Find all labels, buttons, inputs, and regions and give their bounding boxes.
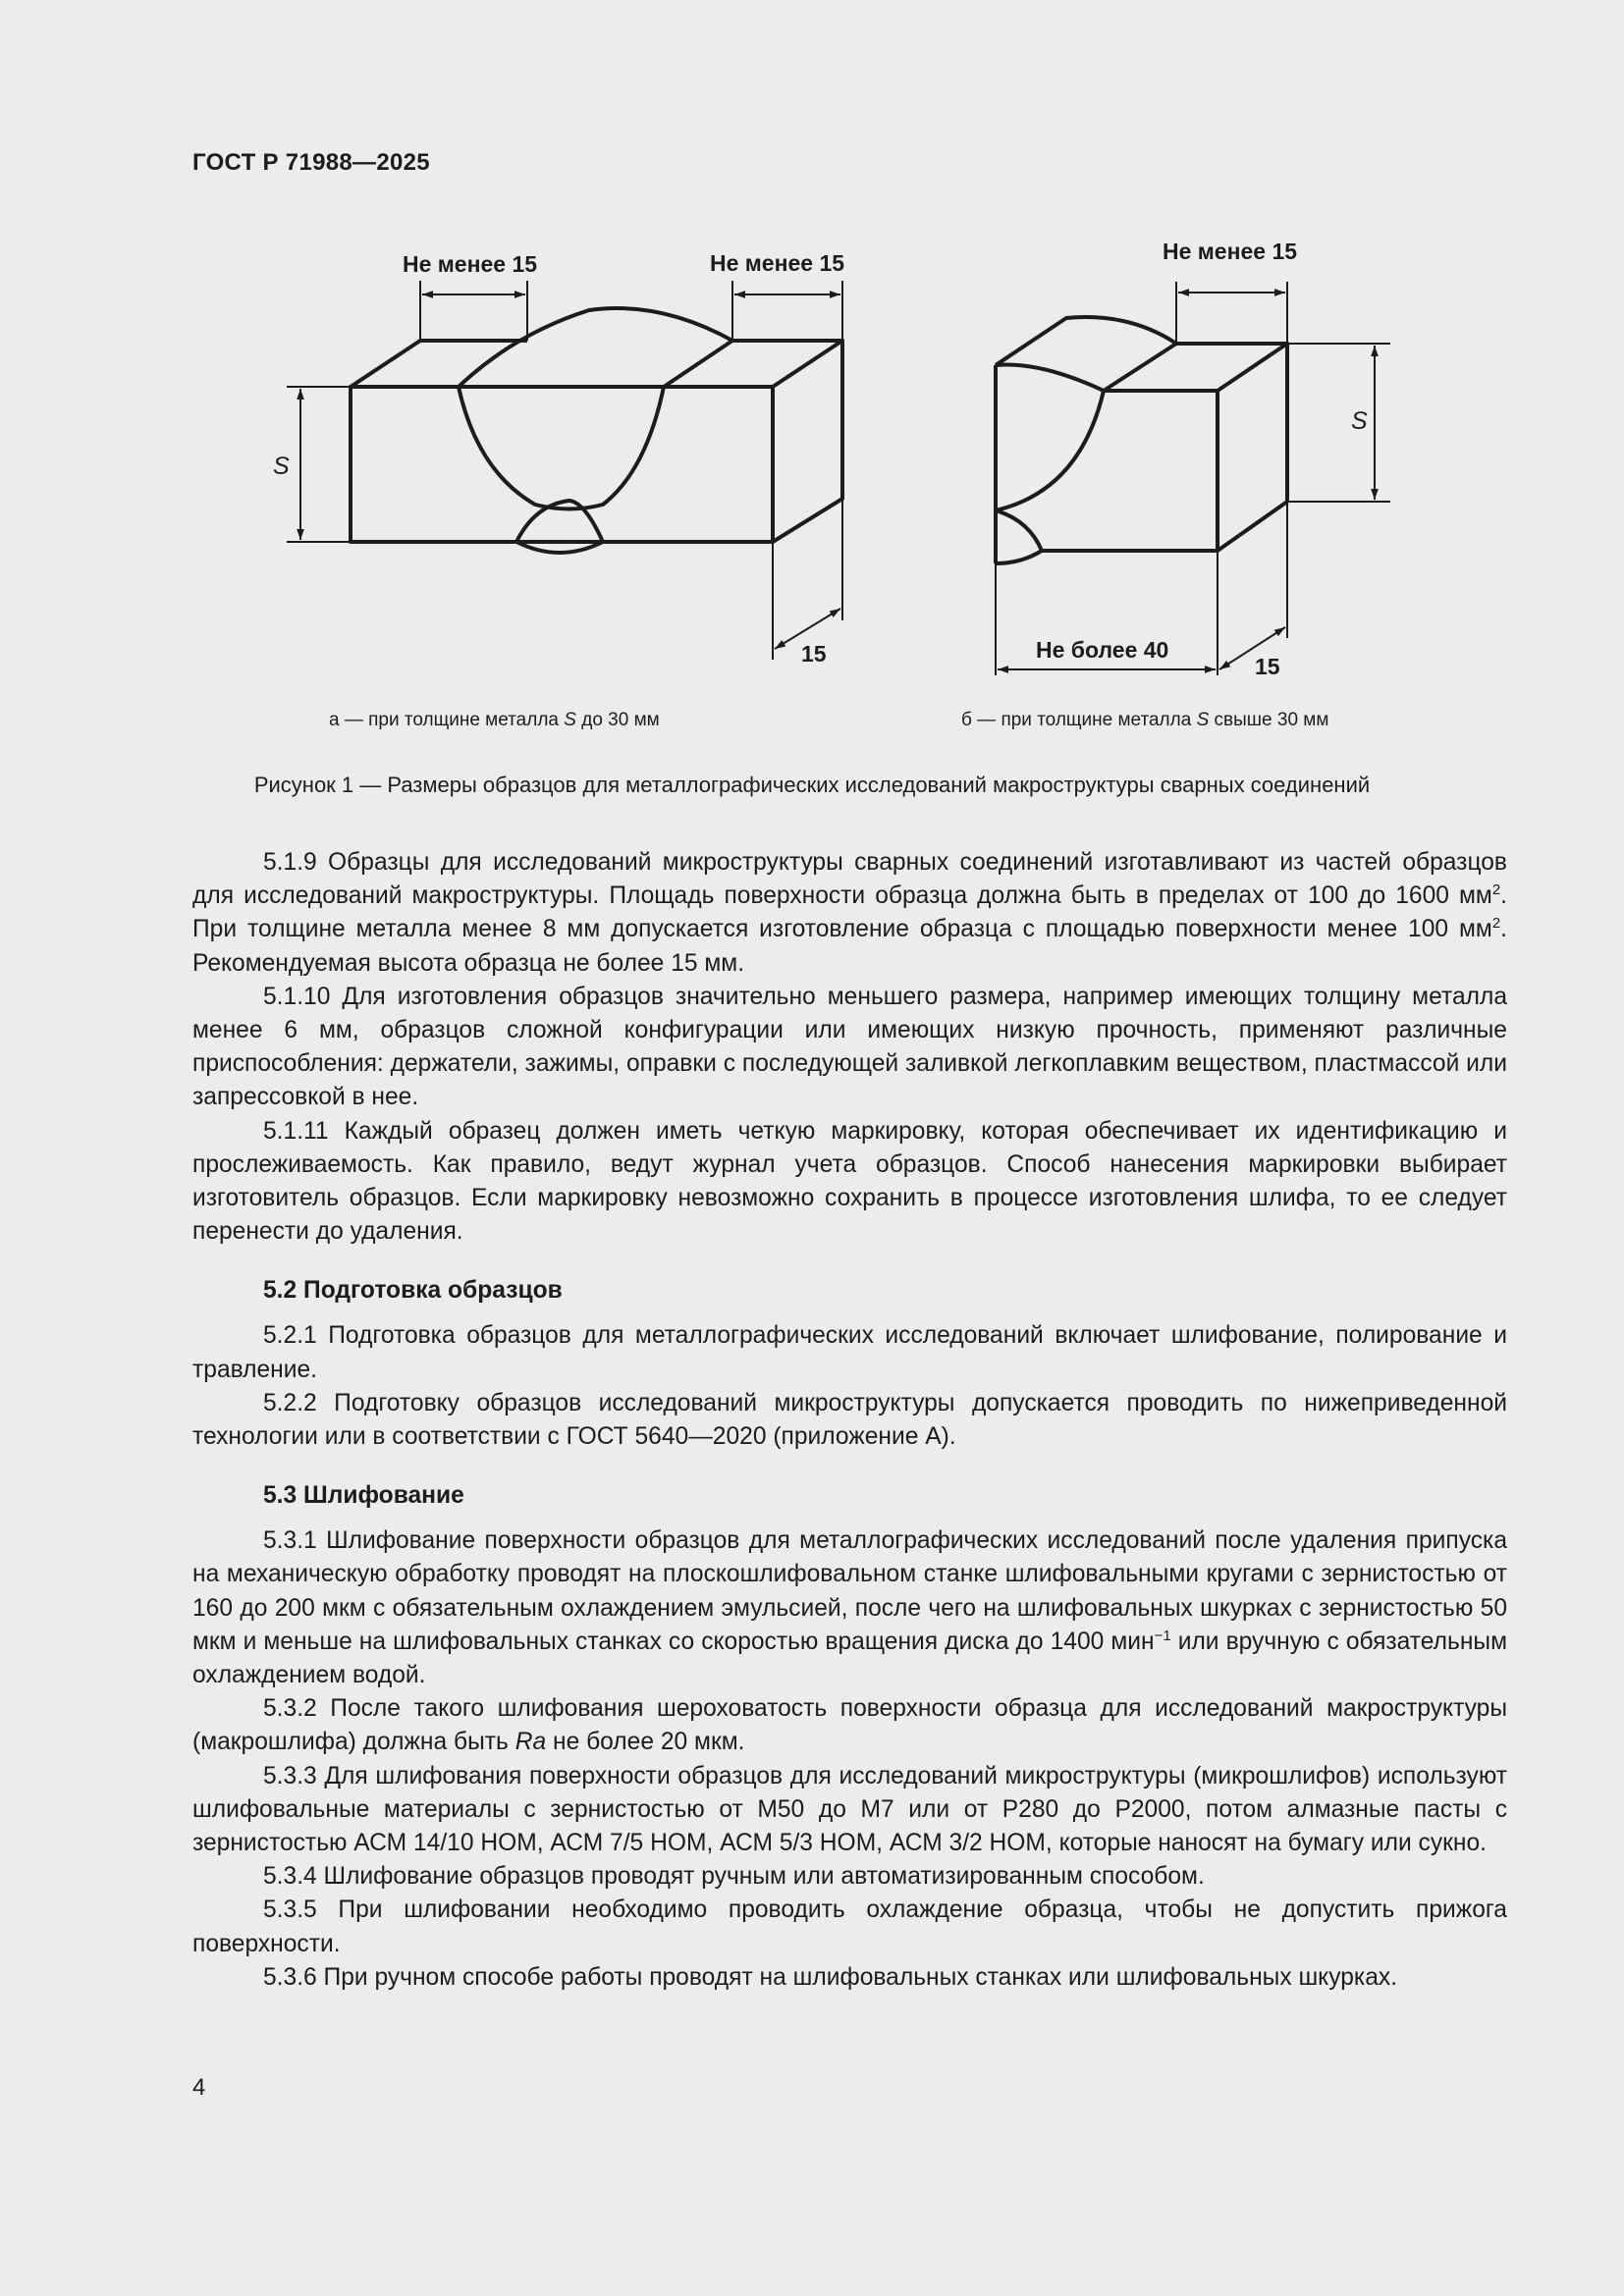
figure-caption: Рисунок 1 — Размеры образцов для металлографических исследований макроструктуры сварных соединений (253, 773, 1371, 797)
paragraph-5-2-2: 5.2.2 Подготовку образцов исследований микроструктуры допускается проводить по нижеприведенной технологии или в соответствии с ГОСТ 5640—2020 (приложение А). (192, 1389, 1507, 1451)
paragraph-5-3-2: 5.3.2 После такого шлифования шероховатость поверхности образца для исследований макроструктуры (макрошлифа) должна быть Ra не более 20 мкм. (192, 1695, 1507, 1756)
paragraph-5-3-3: 5.3.3 Для шлифования поверхности образцов для исследований микроструктуры (микрошлифов) используют шлифовальные материалы с зернистостью от М50 до М7 или от Р280 до Р2000, потом алмазные пасты с зернистостью АСМ 14/10 НОМ, АСМ 7/5 НОМ, АСМ 5/3 НОМ, АСМ 3/2 НОМ, которые наносят на бумагу или сукно. (192, 1762, 1507, 1857)
paragraph-5-1-10: 5.1.10 Для изготовления образцов значительно меньшего размера, например имеющих толщину металла менее 6 мм, образцов сложной конфигурации или имеющих низкую прочность, применяют различные приспособления: держатели, зажимы, оправки с последующей заливкой легкоплавким веществом, пластмассой или запрессовкой в нее. (192, 983, 1507, 1111)
figure-subcaption-b: б — при толщине металла S свыше 30 мм (961, 710, 1329, 730)
specimen-b (996, 317, 1287, 563)
section-heading-5-3: 5.3 Шлифование (263, 1482, 464, 1510)
dim-label-a-s: S (273, 453, 290, 480)
dim-label-b-top: Не менее 15 (1163, 239, 1298, 264)
dim-label-b-bottom: Не более 40 (1036, 637, 1169, 663)
dimensions-a (287, 281, 842, 660)
paragraph-5-3-6: 5.3.6 При ручном способе работы проводят на шлифовальных станках или шлифовальных шкурках. (263, 1963, 1398, 1991)
dim-label-a-right: Не менее 15 (710, 250, 845, 276)
paragraph-5-2-1: 5.2.1 Подготовка образцов для металлографических исследований включает шлифование, полирование и травление. (192, 1322, 1507, 1383)
dim-label-b-s: S (1351, 407, 1368, 435)
body-text (192, 846, 1507, 1995)
dim-label-a-left: Не менее 15 (403, 251, 538, 277)
dim-label-b-depth: 15 (1255, 654, 1280, 679)
paragraph-5-1-11: 5.1.11 Каждый образец должен иметь четкую маркировку, которая обеспечивает их идентификацию и прослеживаемость. Как правило, ведут журнал учета образцов. Способ нанесения маркировки выбирает изготовитель образцов. Если маркировку невозможно сохранить в процессе изготовления шлифа, то ее следует перенести до удаления. (192, 1117, 1507, 1246)
paragraph-5-3-5: 5.3.5 При шлифовании необходимо проводить охлаждение образца, чтобы не допустить прижога поверхности. (192, 1896, 1507, 1957)
specimen-a (351, 308, 842, 553)
page-number: 4 (192, 2074, 206, 2101)
paragraph-5-3-4: 5.3.4 Шлифование образцов проводят ручным или автоматизированным способом. (263, 1863, 1205, 1891)
figure-1-drawing (0, 0, 1624, 707)
dim-label-a-depth: 15 (801, 641, 827, 667)
paragraph-5-3-1: 5.3.1 Шлифование поверхности образцов для металлографических исследований после удаления припуска на механическую обработку проводят на плоскошлифовальном станке шлифовальными кругами с зернистостью от 160 до 200 мкм с обязательным охлаждением эмульсией, после чего на шлифовальных шкурках с зернистостью 50 мкм и меньше на шлифовальных станках со скоростью вращения диска до 1400 мин$^{-1}$ или вручную с обязательным охлаждением водой. (192, 1527, 1507, 1689)
figure-subcaption-a: а — при толщине металла S до 30 мм (329, 710, 660, 730)
document-header: ГОСТ Р 71988—2025 (192, 149, 430, 176)
section-heading-5-2: 5.2 Подготовка образцов (263, 1277, 563, 1305)
paragraph-5-1-9: 5.1.9 Образцы для исследований микроструктуры сварных соединений изготавливают из частей образцов для исследований макроструктуры. Площадь поверхности образца должна быть в пределах от 100 до 1600 $мм^2$. При толщине металла менее 8 мм допускается изготовление образца с площадью поверхности менее 100 $мм^2$. Рекомендуемая высота образца не более 15 мм. (192, 849, 1507, 977)
